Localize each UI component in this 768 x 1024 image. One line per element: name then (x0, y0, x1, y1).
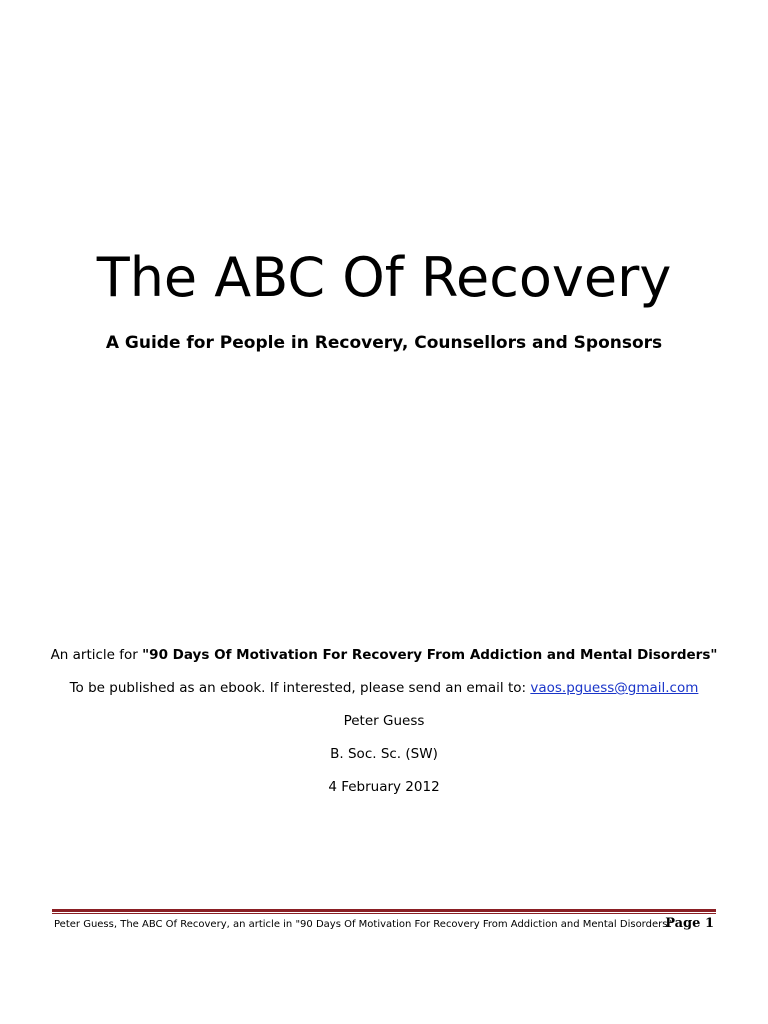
page-number: Page 1 (665, 916, 714, 931)
footer-citation: Peter Guess, The ABC Of Recovery, an article in "90 Days Of Motivation For Recovery From Addiction and Mental Disorders" (54, 919, 673, 930)
author-credentials: B. Soc. Sc. (SW) (330, 746, 438, 762)
email-link[interactable]: vaos.pguess@gmail.com (530, 680, 699, 696)
footer-divider-thick (52, 909, 716, 912)
document-date: 4 February 2012 (328, 779, 440, 795)
publish-note: To be published as an ebook. If interested, please send an email to: (69, 680, 531, 696)
article-line (0, 645, 768, 665)
document-subtitle: A Guide for People in Recovery, Counsellors and Sponsors (105, 333, 663, 353)
article-prefix: An article for (50, 647, 143, 663)
document-title: The ABC Of Recovery (96, 246, 672, 309)
publish-line (0, 678, 768, 698)
article-series: "90 Days Of Motivation For Recovery From Addiction and Mental Disorders" (142, 647, 718, 663)
footer-divider-thin (52, 913, 716, 914)
author-name: Peter Guess (343, 713, 425, 729)
